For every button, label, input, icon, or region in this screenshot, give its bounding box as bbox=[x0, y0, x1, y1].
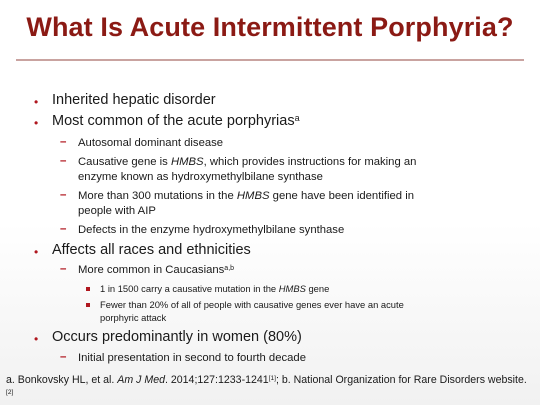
square-marker bbox=[86, 303, 90, 307]
references-footnote: a. Bonkovsky HL, et al. Am J Med. 2014;127:1233-1241[1]; b. National Organization for Rare Disorders website.[2] bbox=[6, 374, 527, 397]
sub-mutations-cont: people with AIP bbox=[78, 205, 156, 217]
dash-marker: – bbox=[60, 351, 67, 363]
bullet-marker: • bbox=[34, 332, 39, 346]
bullet-marker: • bbox=[34, 95, 39, 109]
dash-marker: – bbox=[60, 263, 67, 275]
slide-title: What Is Acute Intermittent Porphyria? bbox=[26, 12, 514, 42]
dash-marker: – bbox=[60, 155, 67, 167]
bullet-inherited: Inherited hepatic disorder bbox=[52, 92, 216, 108]
sub-autosomal: Autosomal dominant disease bbox=[78, 137, 224, 149]
sub-causative-gene-cont: enzyme known as hydroxymethylbilane synthase bbox=[78, 171, 323, 183]
square-marker bbox=[86, 287, 90, 291]
dash-marker: – bbox=[60, 223, 67, 235]
bullet-women: Occurs predominantly in women (80%) bbox=[52, 329, 302, 345]
title-divider bbox=[16, 59, 524, 61]
subsub-attack-rate: Fewer than 20% of all of people with causative genes ever have an acute bbox=[100, 299, 404, 310]
bullet-marker: • bbox=[34, 245, 39, 259]
bullet-all-races: Affects all races and ethnicities bbox=[52, 242, 251, 258]
sub-mutations: More than 300 mutations in the HMBS gene have been identified in bbox=[78, 190, 414, 202]
dash-marker: – bbox=[60, 136, 67, 148]
sub-defects: Defects in the enzyme hydroxymethylbilane synthase bbox=[78, 224, 345, 236]
subsub-attack-rate-cont: porphyric attack bbox=[100, 312, 167, 323]
bullet-marker: • bbox=[34, 116, 39, 130]
subsub-carrier-rate: 1 in 1500 carry a causative mutation in the HMBS gene bbox=[100, 283, 330, 294]
bullet-most-common: Most common of the acute porphyrias$^a$ bbox=[52, 112, 300, 129]
dash-marker: – bbox=[60, 189, 67, 201]
sub-initial-presentation: Initial presentation in second to fourth decade bbox=[78, 352, 306, 364]
sub-caucasians: More common in Caucasians$^{a,b}$ bbox=[78, 264, 235, 276]
sub-causative-gene: Causative gene is HMBS, which provides instructions for making an bbox=[78, 156, 417, 168]
